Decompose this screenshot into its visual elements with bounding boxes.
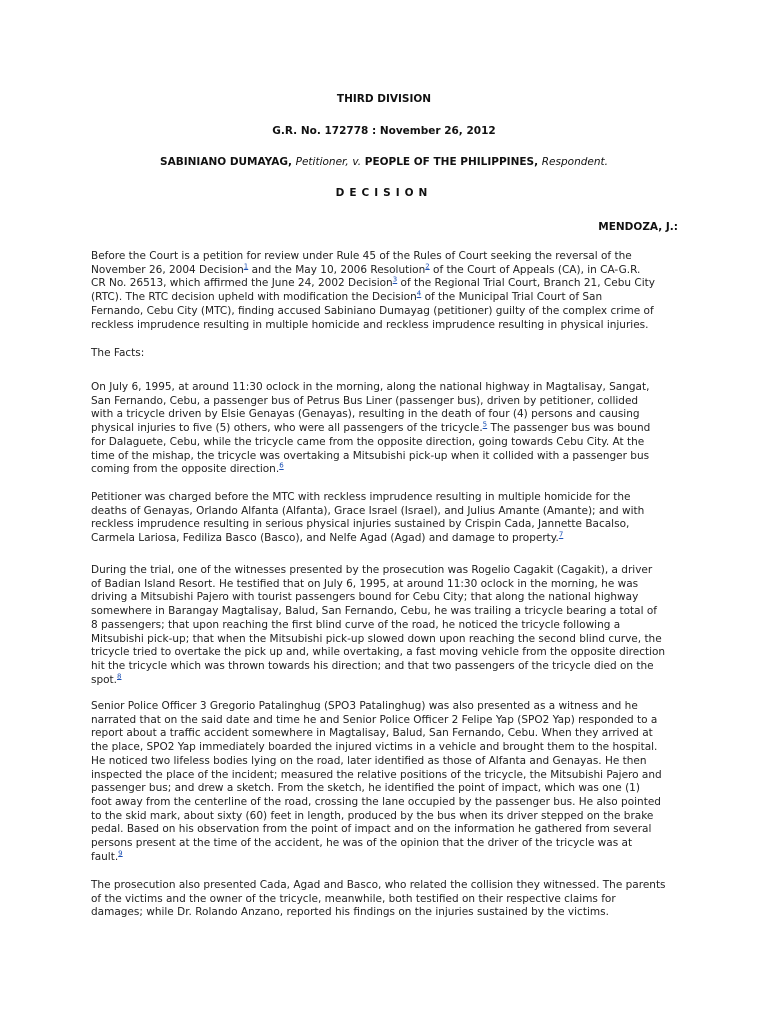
paragraph-facts: On July 6, 1995, at around 11:30 oclock in the morning, along the national highway in Magtalisay, Sangat, San Fernando, Cebu, a passenger bus of Petrus Bus Liner (passenger bus), driven by petitioner, collided with a tricycle driven by Elsie Genayas (Genayas), resulting in the death of four (4) persons and causing physical injuries to five (5) others, who were all passengers of the tricycle.$^5$ The passenger bus was bound for Dalaguete, Cebu, while the tricycle came from the opposite direction, going towards Cebu City. At the time of the mishap, the tricycle was overtaking a Mitsubishi pick-up when it collided with a passenger bus coming from the opposite direction.$^6$	[91, 381, 651, 476]
footnote-link[interactable]: 8	[117, 672, 122, 681]
footnote-link[interactable]: 5	[482, 420, 488, 429]
paragraph-intro: Before the Court is a petition for review under Rule 45 of the Rules of Court seeking the reversal of the November 26, 2004 Decision$^1$ and the May 10, 2006 Resolution$^2$ of the Court of Appeals (CA), in CA-G.R. CR No. 26513, which affirmed the June 24, 2002 Decision$^3$ of the Regional Trial Court, Branch 21, Cebu City (RTC). The RTC decision upheld with modification the Decision$^4$ of the Municipal Trial Court of San Fernando, Cebu City (MTC), finding accused Sabiniano Dumayag (petitioner) guilty of the complex crime of reckless imprudence resulting in multiple homicide and reckless imprudence resulting in physical injuries.	[91, 250, 655, 331]
petitioner-name: SABINIANO DUMAYAG,	[160, 156, 292, 168]
footnote-link[interactable]: 1	[243, 262, 249, 271]
versus: v.	[352, 156, 362, 168]
case-parties	[0, 156, 768, 170]
footnote-link[interactable]: 7	[558, 530, 564, 539]
footnote-link[interactable]: 6	[279, 461, 284, 470]
section-heading-facts: The Facts:	[91, 347, 145, 359]
case-number: G.R. No. 172778 : November 26, 2012	[272, 125, 496, 137]
division-heading: THIRD DIVISION	[336, 93, 432, 105]
paragraph-witness-cagakit: During the trial, one of the witnesses presented by the prosecution was Rogelio Cagakit (Cagakit), a driver of Badian Island Resort. He testified that on July 6, 1995, at around 11:30 oclock in the morning, he was driving a Mitsubishi Pajero with tourist passengers bound for Cebu City; that along the national highway somewhere in Barangay Magtalisay, Balud, San Fernando, Cebu, he was trailing a tricycle bearing a total of 8 passengers; that upon reaching the first blind curve of the road, he noticed the tricycle following a Mitsubishi pick-up; that when the Mitsubishi pick-up slowed down upon reaching the second blind curve, the tricycle tried to overtake the pick up and, while overtaking, a fast moving vehicle from the opposite direction hit the tricycle which was thrown towards his direction; and that two passengers of the tricycle died on the spot.$^8$	[91, 564, 666, 686]
paragraph-other-witnesses: The prosecution also presented Cada, Agad and Basco, who related the collision they witnessed. The parents of the victims and the owner of the tricycle, meanwhile, both testified on their respective claims for damages; while Dr. Rolando Anzano, reported his findings on the injuries sustained by the victims.	[91, 879, 666, 919]
respondent-role: Respondent.	[541, 156, 608, 168]
paragraph-charges: Petitioner was charged before the MTC with reckless imprudence resulting in multiple homicide for the deaths of Genayas, Orlando Alfanta (Alfanta), Grace Israel (Israel), and Julius Amante (Amante); and with reckless imprudence resulting in serious physical injuries sustained by Crispin Cada, Jannette Bacalso, Carmela Lariosa, Fediliza Basco (Basco), and Nelfe Agad (Agad) and damage to property.$^7$	[91, 491, 645, 545]
footnote-link[interactable]: 4	[416, 289, 422, 298]
decision-heading: DECISION	[335, 187, 433, 199]
ponente: MENDOZA, J.:	[598, 221, 678, 233]
footnote-link[interactable]: 2	[425, 262, 430, 271]
paragraph-witness-patalinghug: Senior Police Officer 3 Gregorio Patalinghug (SPO3 Patalinghug) was also presented as a witness and he narrated that on the said date and time he and Senior Police Officer 2 Felipe Yap (SPO2 Yap) responded to a report about a traffic accident somewhere in Magtalisay, Balud, San Fernando, Cebu. When they arrived at the place, SPO2 Yap immediately boarded the injured victims in a vehicle and brought them to the hospital. He noticed two lifeless bodies lying on the road, later identified as those of Alfanta and Genayas. He then inspected the place of the incident; measured the relative positions of the tricycle, the Mitsubishi Pajero and passenger bus; and drew a sketch. From the sketch, he identified the point of impact, which was one (1) foot away from the centerline of the road, crossing the lane occupied by the passenger bus. He also pointed to the skid mark, about sixty (60) feet in length, produced by the bus when its driver stepped on the brake pedal. Based on his observation from the point of impact and on the information he gathered from several persons present at the time of the accident, he was of the opinion that the driver of the tricycle was at fault.$^9$	[91, 700, 662, 863]
footnote-link[interactable]: 9	[118, 849, 123, 858]
respondent-name: PEOPLE OF THE PHILIPPINES,	[364, 156, 539, 168]
petitioner-role: Petitioner,	[295, 156, 349, 168]
footnote-link[interactable]: 3	[392, 275, 398, 284]
